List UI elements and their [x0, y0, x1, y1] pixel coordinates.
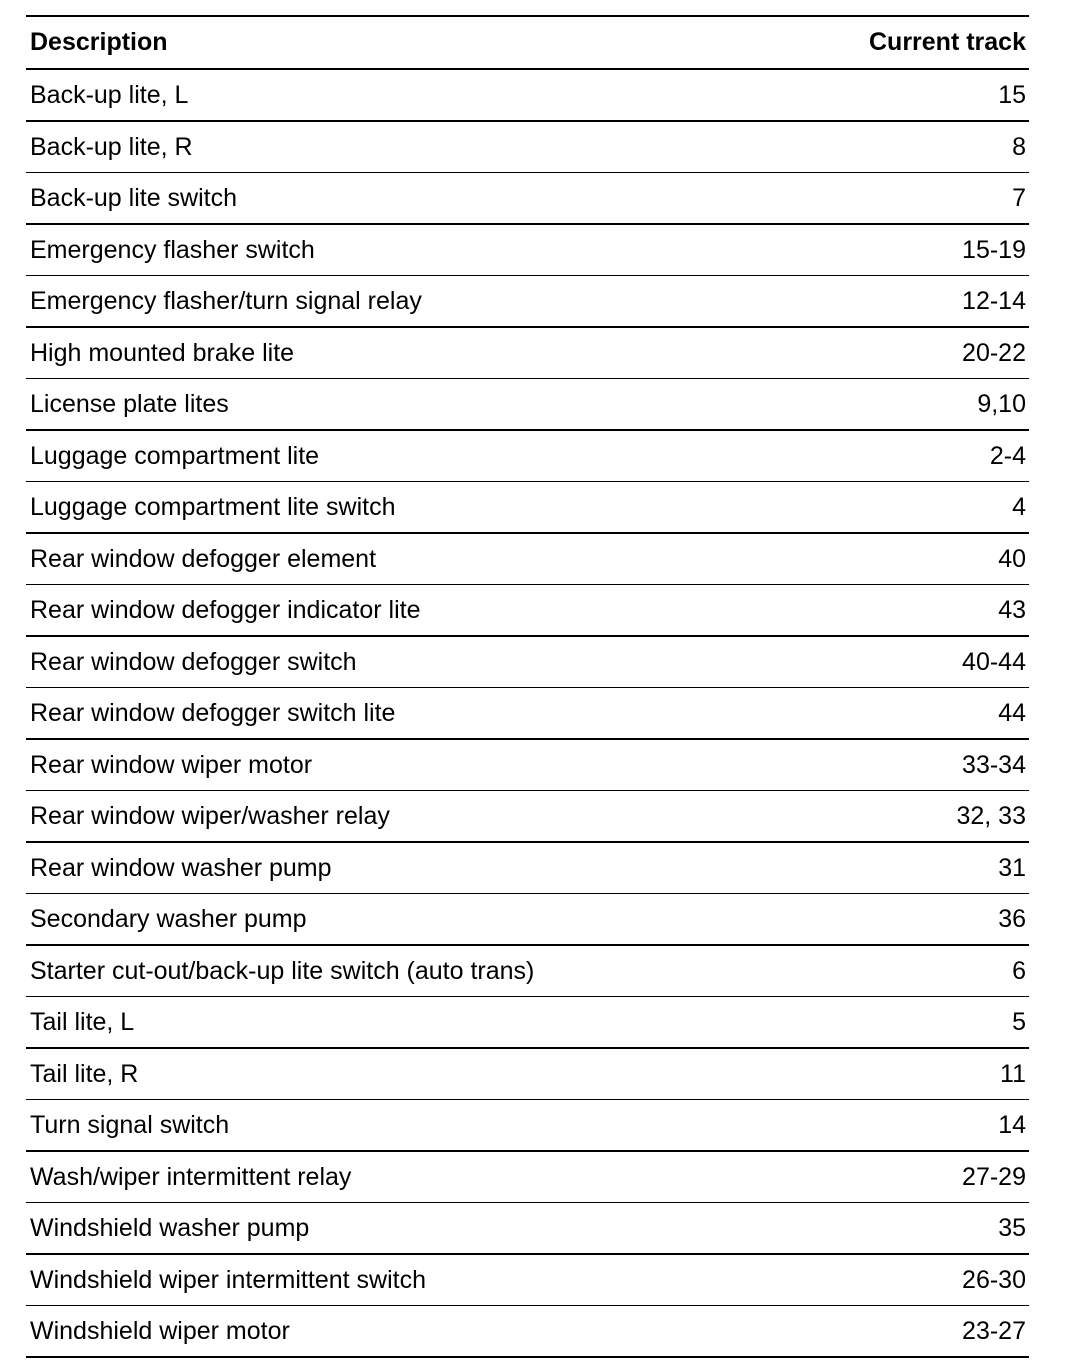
table-row: [26, 842, 1029, 894]
table-row: [26, 173, 1029, 225]
row-description: Rear window defogger switch lite: [26, 688, 802, 740]
row-description: Rear window washer pump: [26, 842, 802, 894]
row-description: Luggage compartment lite: [26, 430, 802, 482]
row-description: Rear window wiper/washer relay: [26, 791, 802, 843]
row-description: Rear window defogger element: [26, 533, 802, 585]
row-description: High mounted brake lite: [26, 327, 802, 379]
component-table-container: [26, 15, 1029, 1358]
row-current-track: 43: [802, 585, 1029, 637]
table-row: [26, 430, 1029, 482]
table-row: [26, 1151, 1029, 1203]
table-row: [26, 997, 1029, 1049]
table-row: [26, 533, 1029, 585]
component-location-table: [26, 15, 1029, 1358]
row-description: Emergency flasher switch: [26, 224, 802, 276]
row-description: Wash/wiper intermittent relay: [26, 1151, 802, 1203]
row-current-track: 4: [802, 482, 1029, 534]
row-current-track: 9,10: [802, 379, 1029, 431]
row-description: Rear window defogger switch: [26, 636, 802, 688]
row-current-track: 2-4: [802, 430, 1029, 482]
table-row: [26, 636, 1029, 688]
table-row: [26, 1203, 1029, 1255]
table-row: [26, 379, 1029, 431]
row-description: License plate lites: [26, 379, 802, 431]
row-description: Emergency flasher/turn signal relay: [26, 276, 802, 328]
row-current-track: 11: [802, 1048, 1029, 1100]
row-current-track: 40: [802, 533, 1029, 585]
header-description: Description: [26, 16, 802, 69]
row-current-track: 35: [802, 1203, 1029, 1255]
row-description: Turn signal switch: [26, 1100, 802, 1152]
row-current-track: 44: [802, 688, 1029, 740]
row-current-track: 7: [802, 173, 1029, 225]
row-current-track: 31: [802, 842, 1029, 894]
table-row: [26, 276, 1029, 328]
row-description: Rear window wiper motor: [26, 739, 802, 791]
row-current-track: 40-44: [802, 636, 1029, 688]
row-description: Windshield wiper motor: [26, 1306, 802, 1358]
row-current-track: 12-14: [802, 276, 1029, 328]
table-row: [26, 121, 1029, 173]
row-current-track: 32, 33: [802, 791, 1029, 843]
table-row: [26, 1254, 1029, 1306]
row-current-track: 15: [802, 69, 1029, 121]
row-description: Back-up lite switch: [26, 173, 802, 225]
table-row: [26, 894, 1029, 946]
table-row: [26, 69, 1029, 121]
row-current-track: 33-34: [802, 739, 1029, 791]
row-description: Windshield washer pump: [26, 1203, 802, 1255]
row-current-track: 5: [802, 997, 1029, 1049]
row-description: Luggage compartment lite switch: [26, 482, 802, 534]
table-row: [26, 482, 1029, 534]
table-row: [26, 688, 1029, 740]
table-row: [26, 585, 1029, 637]
row-current-track: 15-19: [802, 224, 1029, 276]
table-row: [26, 1100, 1029, 1152]
header-row: [26, 16, 1029, 69]
table-row: [26, 1048, 1029, 1100]
table-row: [26, 224, 1029, 276]
row-description: Rear window defogger indicator lite: [26, 585, 802, 637]
row-current-track: 26-30: [802, 1254, 1029, 1306]
table-row: [26, 1306, 1029, 1358]
row-description: Starter cut-out/back-up lite switch (auto trans): [26, 945, 802, 997]
row-description: Back-up lite, R: [26, 121, 802, 173]
table-header: [26, 16, 1029, 69]
row-current-track: 20-22: [802, 327, 1029, 379]
row-description: Windshield wiper intermittent switch: [26, 1254, 802, 1306]
row-current-track: 14: [802, 1100, 1029, 1152]
row-current-track: 27-29: [802, 1151, 1029, 1203]
row-current-track: 36: [802, 894, 1029, 946]
table-row: [26, 945, 1029, 997]
row-description: Tail lite, R: [26, 1048, 802, 1100]
table-row: [26, 791, 1029, 843]
row-current-track: 8: [802, 121, 1029, 173]
row-description: Secondary washer pump: [26, 894, 802, 946]
table-row: [26, 327, 1029, 379]
header-current-track: Current track: [802, 16, 1029, 69]
row-current-track: 23-27: [802, 1306, 1029, 1358]
row-description: Tail lite, L: [26, 997, 802, 1049]
table-body: [26, 69, 1029, 1357]
row-current-track: 6: [802, 945, 1029, 997]
row-description: Back-up lite, L: [26, 69, 802, 121]
table-row: [26, 739, 1029, 791]
